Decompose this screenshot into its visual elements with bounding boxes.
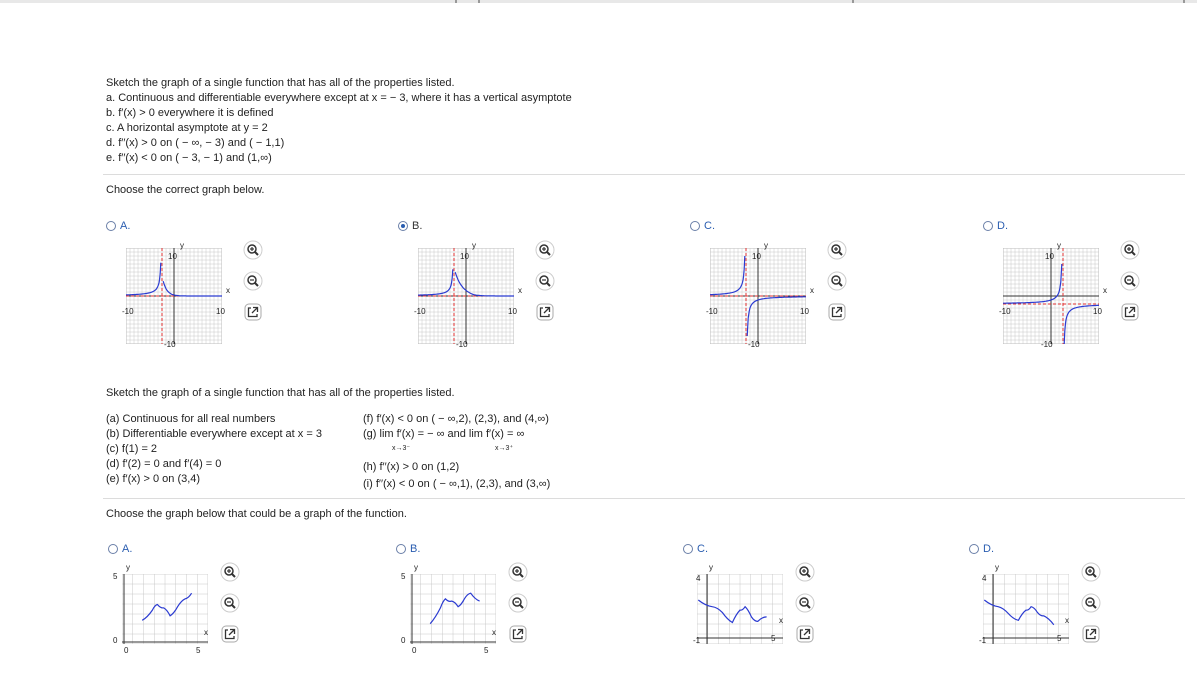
q1-property-a: a. Continuous and differentiable everywhere except at x = − 3, where it has a vertical asymptote: [106, 92, 572, 104]
axis-label-x: x: [518, 286, 522, 295]
option-label: B.: [410, 543, 421, 555]
axis-label-x: x: [204, 628, 208, 637]
graph-thumbnail[interactable]: [126, 248, 222, 344]
answer-option-d[interactable]: [969, 543, 994, 555]
zoom-in-icon[interactable]: [508, 562, 528, 582]
graph-thumbnail[interactable]: [122, 574, 208, 644]
answer-option-c[interactable]: [683, 543, 708, 555]
radio-button[interactable]: [969, 544, 979, 554]
q2-property-a: (a) Continuous for all real numbers: [106, 413, 276, 425]
zoom-out-icon[interactable]: [827, 271, 847, 291]
zoom-in-icon[interactable]: [220, 562, 240, 582]
radio-button[interactable]: [983, 221, 993, 231]
tick-label: 5: [196, 646, 201, 655]
open-external-icon[interactable]: [535, 302, 555, 322]
tick-label: -1: [979, 636, 987, 645]
tick-label: -10: [456, 340, 468, 349]
open-external-icon[interactable]: [827, 302, 847, 322]
axis-label-y: y: [1057, 241, 1061, 250]
zoom-in-icon[interactable]: [535, 240, 555, 260]
tick-label: 10: [168, 252, 177, 261]
tick-label: -10: [122, 307, 134, 316]
tick-label: -10: [748, 340, 760, 349]
tick-label: 10: [752, 252, 761, 261]
tick-label: 5: [771, 634, 776, 643]
q1-prompt: Choose the correct graph below.: [106, 184, 265, 196]
zoom-in-icon[interactable]: [1081, 562, 1101, 582]
top-bar: [0, 0, 1197, 3]
zoom-in-icon[interactable]: [827, 240, 847, 260]
divider: [103, 498, 1185, 499]
tick-label: -10: [414, 307, 426, 316]
tick-label: 4: [982, 574, 987, 583]
q2-property-b: (b) Differentiable everywhere except at x = 3: [106, 428, 322, 440]
axis-label-x: x: [1103, 286, 1107, 295]
open-external-icon[interactable]: [795, 624, 815, 644]
option-label: B.: [412, 220, 423, 232]
divider: [103, 174, 1185, 175]
q1-property-b: b. f′(x) > 0 everywhere it is defined: [106, 107, 274, 119]
option-label: C.: [697, 543, 708, 555]
radio-button[interactable]: [396, 544, 406, 554]
axis-label-y: y: [180, 241, 184, 250]
tick-label: 0: [401, 636, 406, 645]
graph-thumbnail[interactable]: [710, 248, 806, 344]
axis-label-x: x: [779, 616, 783, 625]
axis-label-y: y: [126, 563, 130, 572]
axis-label-x: x: [1065, 616, 1069, 625]
zoom-out-icon[interactable]: [1081, 593, 1101, 613]
open-external-icon[interactable]: [1120, 302, 1140, 322]
q2-limit-left-sub: x→3⁻: [392, 445, 411, 452]
zoom-out-icon[interactable]: [535, 271, 555, 291]
tick-label: -10: [164, 340, 176, 349]
tick-label: 10: [1045, 252, 1054, 261]
q2-property-g: (g) lim f′(x) = − ∞ and lim f′(x) = ∞: [363, 428, 525, 440]
radio-button[interactable]: [683, 544, 693, 554]
axis-label-y: y: [709, 563, 713, 572]
tick-label: 10: [1093, 307, 1102, 316]
tick-label: 0: [412, 646, 417, 655]
q2-limit-right-sub: x→3⁺: [495, 445, 514, 452]
tick-label: 5: [401, 572, 406, 581]
axis-label-x: x: [492, 628, 496, 637]
q2-property-d: (d) f′(2) = 0 and f′(4) = 0: [106, 458, 222, 470]
radio-button[interactable]: [108, 544, 118, 554]
option-label: A.: [120, 220, 131, 232]
q1-property-d: d. f′′(x) > 0 on ( − ∞, − 3) and ( − 1,1): [106, 137, 285, 149]
open-external-icon[interactable]: [1081, 624, 1101, 644]
tick-label: 5: [1057, 634, 1062, 643]
open-external-icon[interactable]: [508, 624, 528, 644]
tick-label: 0: [113, 636, 118, 645]
tick-label: 0: [124, 646, 129, 655]
zoom-out-icon[interactable]: [220, 593, 240, 613]
axis-label-y: y: [995, 563, 999, 572]
tick-label: -10: [706, 307, 718, 316]
q2-intro: Sketch the graph of a single function that has all of the properties listed.: [106, 387, 455, 399]
zoom-in-icon[interactable]: [243, 240, 263, 260]
q1-property-e: e. f′′(x) < 0 on ( − 3, − 1) and (1,∞): [106, 152, 272, 164]
answer-option-a[interactable]: [106, 220, 130, 232]
q2-prompt: Choose the graph below that could be a graph of the function.: [106, 508, 407, 520]
option-label: A.: [122, 543, 133, 555]
tick-label: 10: [216, 307, 225, 316]
zoom-in-icon[interactable]: [795, 562, 815, 582]
axis-label-y: y: [414, 563, 418, 572]
graph-thumbnail[interactable]: [410, 574, 496, 644]
answer-option-b[interactable]: [396, 543, 420, 555]
tick-label: 5: [484, 646, 489, 655]
open-external-icon[interactable]: [220, 624, 240, 644]
tick-label: -1: [693, 636, 701, 645]
q2-property-c: (c) f(1) = 2: [106, 443, 158, 455]
tick-label: 10: [800, 307, 809, 316]
zoom-in-icon[interactable]: [1120, 240, 1140, 260]
graph-thumbnail[interactable]: [418, 248, 514, 344]
graph-thumbnail[interactable]: [1003, 248, 1099, 344]
radio-button[interactable]: [398, 221, 408, 231]
radio-button[interactable]: [690, 221, 700, 231]
tick-label: 4: [696, 574, 701, 583]
answer-option-a[interactable]: [108, 543, 132, 555]
q2-property-e: (e) f′(x) > 0 on (3,4): [106, 473, 201, 485]
tick-label: 10: [508, 307, 517, 316]
answer-option-c[interactable]: [690, 220, 715, 232]
option-label: C.: [704, 220, 715, 232]
zoom-out-icon[interactable]: [508, 593, 528, 613]
tick-label: -10: [1041, 340, 1053, 349]
zoom-out-icon[interactable]: [795, 593, 815, 613]
q2-property-i: (i) f′′(x) < 0 on ( − ∞,1), (2,3), and (3,∞): [363, 478, 551, 490]
tick-label: -10: [999, 307, 1011, 316]
zoom-out-icon[interactable]: [1120, 271, 1140, 291]
q1-intro: Sketch the graph of a single function that has all of the properties listed.: [106, 77, 455, 89]
axis-label-y: y: [764, 241, 768, 250]
axis-label-x: x: [226, 286, 230, 295]
axis-label-x: x: [810, 286, 814, 295]
option-label: D.: [983, 543, 994, 555]
answer-option-d[interactable]: [983, 220, 1008, 232]
q1-property-c: c. A horizontal asymptote at y = 2: [106, 122, 268, 134]
axis-label-y: y: [472, 241, 476, 250]
answer-option-b[interactable]: [398, 220, 422, 232]
q2-property-h: (h) f′′(x) > 0 on (1,2): [363, 461, 460, 473]
open-external-icon[interactable]: [243, 302, 263, 322]
tick-label: 10: [460, 252, 469, 261]
radio-button[interactable]: [106, 221, 116, 231]
tick-label: 5: [113, 572, 118, 581]
zoom-out-icon[interactable]: [243, 271, 263, 291]
option-label: D.: [997, 220, 1008, 232]
q2-property-f: (f) f′(x) < 0 on ( − ∞,2), (2,3), and (4,∞): [363, 413, 549, 425]
